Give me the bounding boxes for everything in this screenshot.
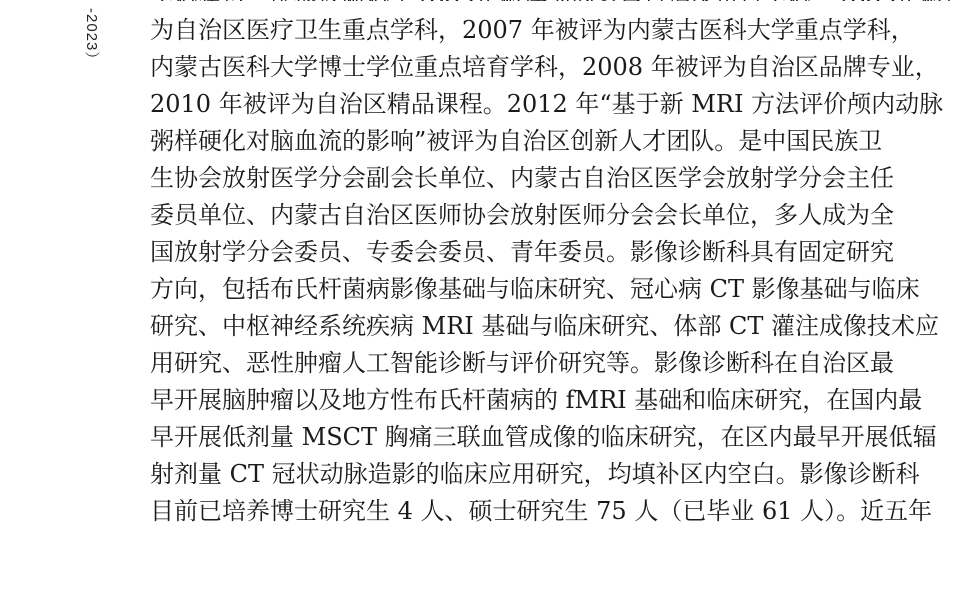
- text-line: 研究、中枢神经系统疾病 MRI 基础与临床研究、体部 CT 灌注成像技术应: [150, 312, 940, 340]
- text-line: 用研究、恶性肿瘤人工智能诊断与评价研究等。影像诊断科在自治区最: [150, 349, 894, 377]
- text-line: 早开展脑肿瘤以及地方性布氏杆菌病的 fMRI 基础和临床研究，在国内最: [150, 386, 923, 414]
- text-line: 目前已培养博士研究生 4 人、硕士研究生 75 人（已毕业 61 人）。近五年: [150, 497, 933, 525]
- text-line: 委员单位、内蒙古自治区医师协会放射医师分会会长单位，多人成为全: [150, 201, 894, 229]
- text-line: 方向，包括布氏杆菌病影像基础与临床研究、冠心病 CT 影像基础与临床: [150, 275, 920, 303]
- page-side-label: -2023）: [83, 8, 100, 68]
- text-line: 早开展低剂量 MSCT 胸痛三联血管成像的临床研究，在区内最早开展低辐: [150, 423, 937, 451]
- text-line: 射剂量 CT 冠状动脉造影的临床应用研究，均填补区内空白。影像诊断科: [150, 460, 920, 488]
- text-line: 粥样硬化对脑血流的影响”被评为自治区创新人才团队。是中国民族卫: [150, 127, 883, 155]
- cut-off-top-line: [150, 0, 950, 1]
- text-line: 为自治区医疗卫生重点学科，2007 年被评为内蒙古医科大学重点学科，: [150, 16, 915, 44]
- text-line: 生协会放射医学分会副会长单位、内蒙古自治区医学会放射学分会主任: [150, 164, 894, 192]
- text-line: 2010 年被评为自治区精品课程。2012 年“基于新 MRI 方法评价颅内动脉: [150, 90, 944, 118]
- text-line: 内蒙古医科大学博士学位重点培育学科，2008 年被评为自治区品牌专业，: [150, 53, 939, 81]
- text-line: 国放射学分会委员、专委会委员、青年委员。影像诊断科具有固定研究: [150, 238, 894, 266]
- body-paragraph: [150, 12, 955, 530]
